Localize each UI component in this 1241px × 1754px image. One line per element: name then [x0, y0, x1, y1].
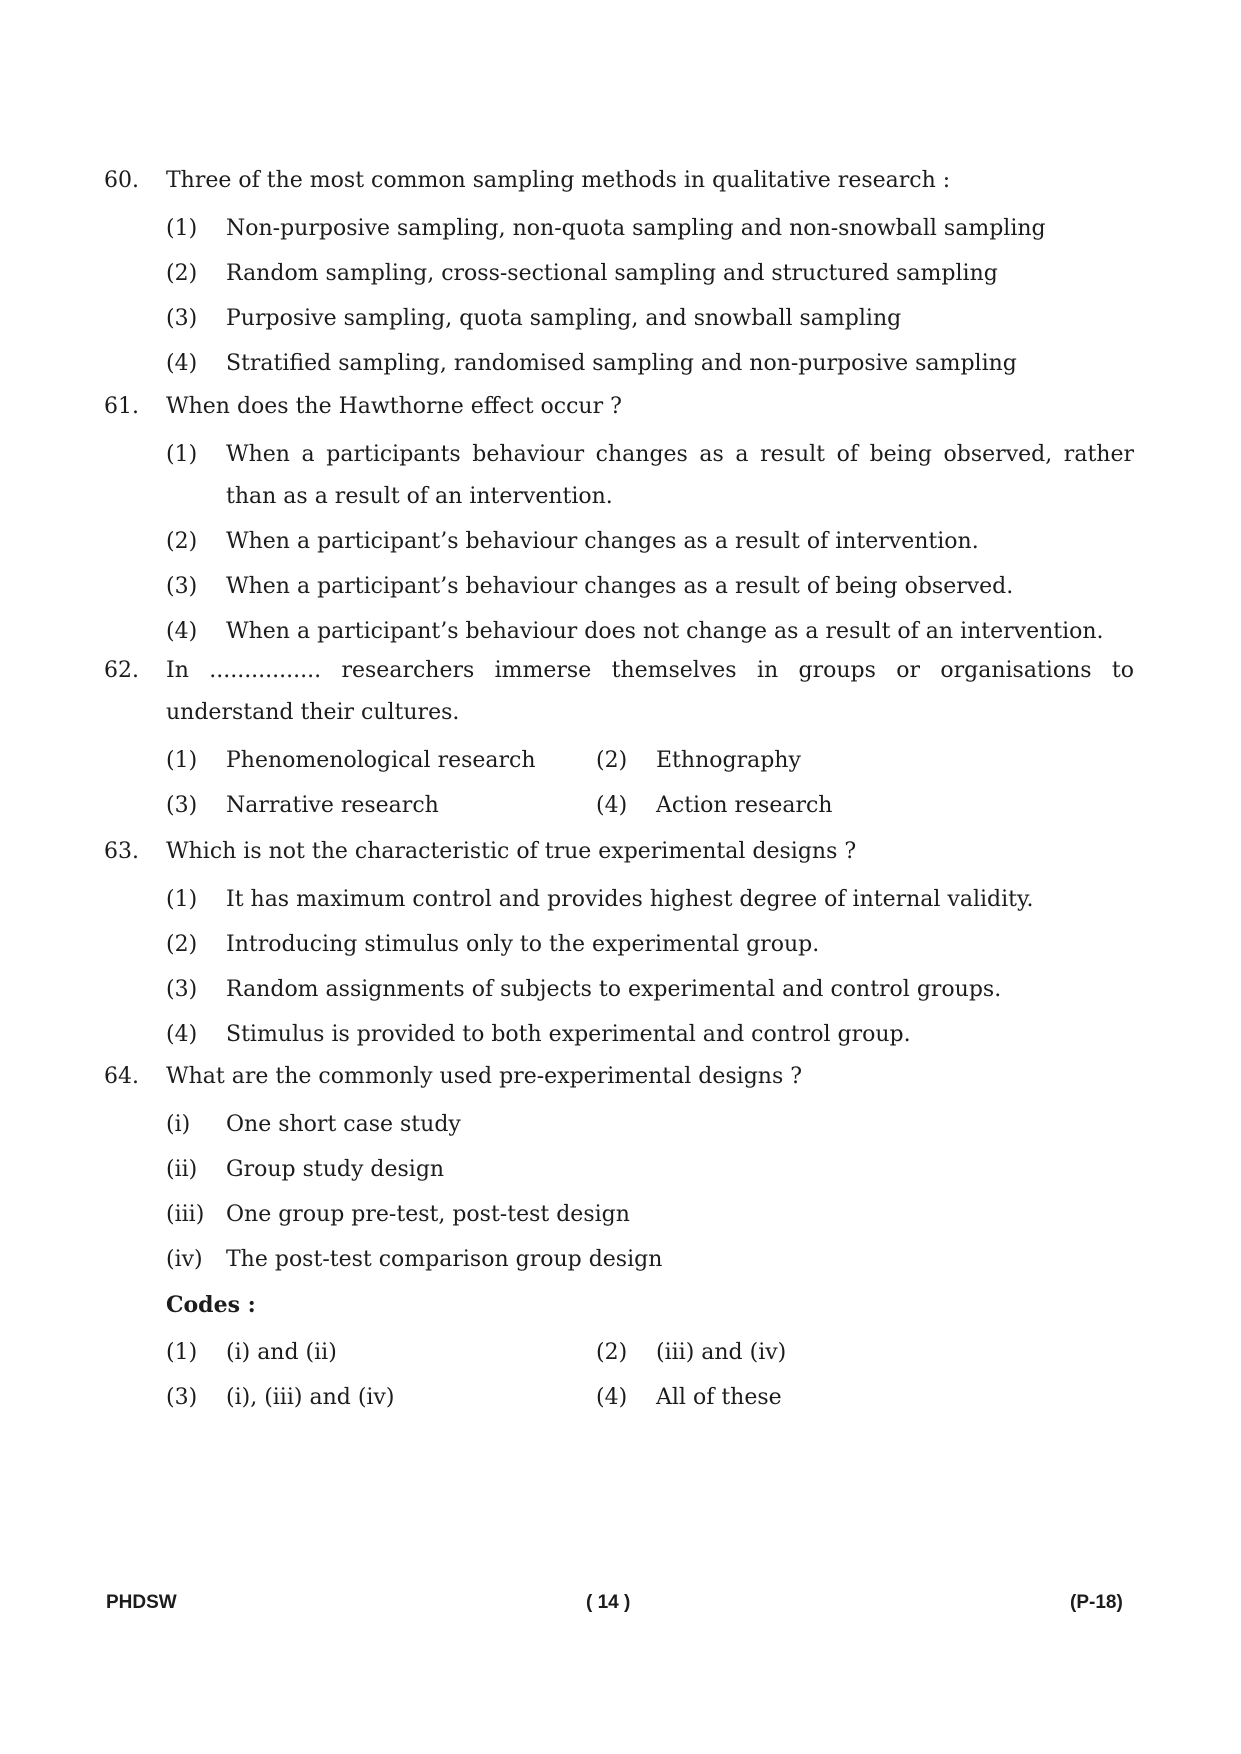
item-i: (i) One short case study — [166, 1112, 461, 1137]
question-text: Three of the most common sampling methods in qualitative research : — [166, 168, 951, 193]
option-1: (1) It has maximum control and provides highest degree of internal validity. — [166, 887, 1034, 912]
option-grid — [166, 740, 1134, 827]
option-grid — [166, 1332, 1134, 1419]
question-text: Which is not the characteristic of true experimental designs ? — [166, 839, 857, 864]
option-1: (1) Non-purposive sampling, non-quota sampling and non-snowball sampling — [166, 216, 1046, 241]
question-text: What are the commonly used pre-experimental designs ? — [166, 1064, 803, 1089]
option-list — [166, 879, 1134, 1056]
option-4: (4) When a participant’s behaviour does not change as a result of an intervention. — [166, 619, 1104, 644]
option-2: (2) Introducing stimulus only to the experimental group. — [166, 932, 820, 957]
option-1: (1) Phenomenological research — [166, 748, 536, 773]
option-3: (3) Random assignments of subjects to experimental and control groups. — [166, 977, 1002, 1002]
option-3: (3) Purposive sampling, quota sampling, and snowball sampling — [166, 306, 902, 331]
option-4: (4) Stimulus is provided to both experimental and control group. — [166, 1022, 911, 1047]
question-62 — [104, 650, 1134, 830]
option-2: (2) (iii) and (iv) — [596, 1340, 787, 1365]
question-number: 61. — [104, 394, 139, 419]
item-iii: (iii) One group pre-test, post-test design — [166, 1202, 630, 1227]
question-number: 60. — [104, 168, 139, 193]
question-number: 62. — [104, 658, 139, 683]
question-number: 63. — [104, 839, 139, 864]
option-4: (4) Action research — [596, 793, 833, 818]
codes-label: Codes : — [166, 1292, 256, 1318]
option-3: (3) (i), (iii) and (iv) — [166, 1385, 395, 1410]
item-ii: (ii) Group study design — [166, 1157, 445, 1182]
option-list — [166, 208, 1134, 385]
question-63 — [104, 831, 1134, 1059]
option-2: (2) Ethnography — [596, 748, 801, 773]
question-61 — [104, 386, 1134, 656]
option-2: (2) When a participant’s behaviour changes as a result of intervention. — [166, 529, 979, 554]
page-number: ( 14 ) — [586, 1592, 631, 1613]
paper-code: (P-18) — [1070, 1592, 1123, 1613]
item-iv: (iv) The post-test comparison group design — [166, 1247, 663, 1272]
item-list — [166, 1104, 1134, 1281]
question-text: When does the Hawthorne effect occur ? — [166, 394, 622, 419]
option-1: (1) When a participants behaviour changes as a result of being observed, rather than as a result of an intervention. — [166, 442, 1134, 509]
question-text: In ................ researchers immerse themselves in groups or organisations to understand their cultures. — [166, 658, 1134, 725]
option-2: (2) Random sampling, cross-sectional sampling and structured sampling — [166, 261, 998, 286]
question-number: 64. — [104, 1064, 139, 1089]
option-4: (4) Stratified sampling, randomised sampling and non-purposive sampling — [166, 351, 1017, 376]
footer-code: PHDSW — [106, 1592, 177, 1613]
question-60 — [104, 160, 1134, 388]
option-3: (3) When a participant’s behaviour changes as a result of being observed. — [166, 574, 1014, 599]
question-64 — [104, 1056, 1134, 1422]
option-1: (1) (i) and (ii) — [166, 1340, 337, 1365]
option-4: (4) All of these — [596, 1385, 782, 1410]
option-list — [166, 434, 1134, 653]
option-3: (3) Narrative research — [166, 793, 439, 818]
